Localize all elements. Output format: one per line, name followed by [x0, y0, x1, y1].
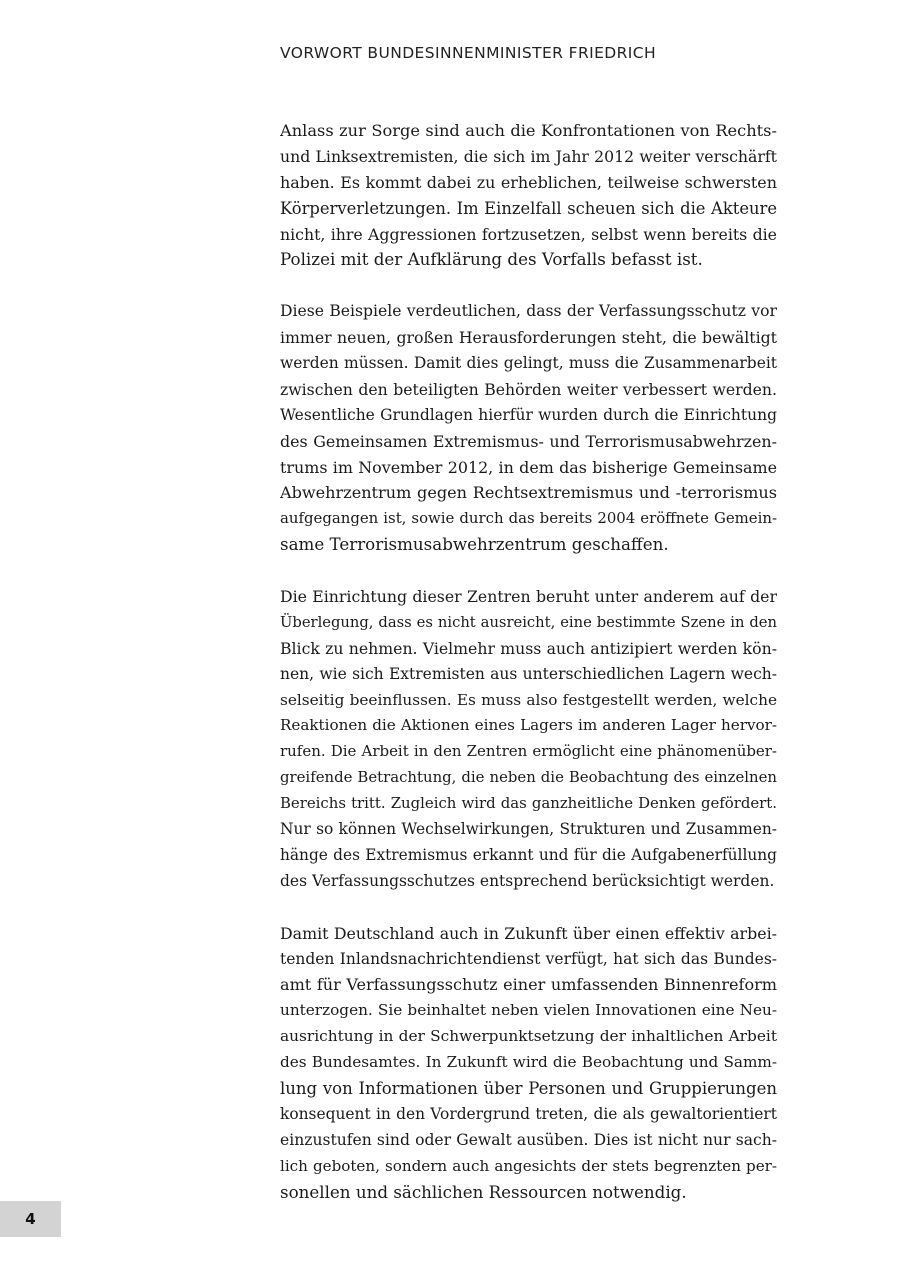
text-line: lung von Informationen über Personen und Gruppierungen [280, 1078, 777, 1098]
text-line: Überlegung, dass es nicht ausreicht, eine bestimmte Szene in den [280, 613, 777, 631]
text-line: zwischen den beteiligten Behörden weiter verbessert werden. [280, 379, 777, 399]
text-line: Reaktionen die Aktionen eines Lagers im anderen Lager hervor- [280, 716, 777, 735]
text-line: nen, wie sich Extremisten aus unterschiedlichen Lagern wech- [280, 664, 777, 683]
text-line: immer neuen, großen Herausforderungen steht, die bewältigt [280, 328, 777, 348]
paragraph-gap [280, 895, 777, 921]
text-line: werden müssen. Damit dies gelingt, muss die Zusammenarbeit [280, 354, 777, 373]
text-line: aufgegangen ist, sowie durch das bereits 2004 eröffnete Gemein- [280, 509, 777, 528]
text-line: Die Einrichtung dieser Zentren beruht unter anderem auf der [280, 587, 777, 607]
text-line: Körperverletzungen. Im Einzelfall scheuen sich die Akteure [280, 198, 777, 218]
text-line: Diese Beispiele verdeutlichen, dass der Verfassungsschutz vor [280, 302, 777, 321]
text-line: des Verfassungsschutzes entsprechend berücksichtigt werden. [280, 871, 775, 890]
text-line: haben. Es kommt dabei zu erheblichen, teilweise schwersten [280, 172, 777, 192]
text-line: same Terrorismusabwehrzentrum geschaffen. [280, 534, 669, 555]
text-line: sonellen und sächlichen Ressourcen notwendig. [280, 1181, 687, 1202]
text-line: Abwehrzentrum gegen Rechtsextremismus und -terrorismus [280, 483, 777, 503]
text-line: konsequent in den Vordergrund treten, die als gewaltorientiert [280, 1104, 777, 1123]
paragraph-gap [280, 273, 777, 299]
text-line: trums im November 2012, in dem das bisherige Gemeinsame [280, 457, 777, 477]
body-text [280, 118, 777, 1205]
page-number: 4 [25, 1210, 36, 1228]
text-line: Anlass zur Sorge sind auch die Konfrontationen von Rechts- [280, 121, 777, 140]
text-line: nicht, ihre Aggressionen fortzusetzen, selbst wenn bereits die [280, 224, 777, 244]
text-line: amt für Verfassungsschutz einer umfassenden Binnenreform [280, 975, 777, 995]
text-line: lich geboten, sondern auch angesichts der stets begrenzten per- [280, 1156, 777, 1175]
page-number-tab [0, 1201, 61, 1237]
text-line: des Gemeinsamen Extremismus- und Terrorismusabwehrzen- [280, 431, 777, 451]
text-line: Damit Deutschland auch in Zukunft über einen effektiv arbei- [280, 923, 777, 943]
text-line: hänge des Extremismus erkannt und für die Aufgabenerfüllung [280, 845, 777, 864]
text-line: rufen. Die Arbeit in den Zentren ermöglicht eine phänomenüber- [280, 742, 777, 761]
text-line: Nur so können Wechselwirkungen, Strukturen und Zusammen- [280, 820, 777, 839]
paragraph-gap [280, 558, 777, 584]
text-line: greifende Betrachtung, die neben die Beobachtung des einzelnen [280, 768, 777, 787]
text-line: Wesentliche Grundlagen hierfür wurden durch die Einrichtung [280, 405, 777, 424]
running-header-title: VORWORT BUNDESINNENMINISTER FRIEDRICH [280, 44, 657, 62]
text-line: selseitig beeinflussen. Es muss also festgestellt werden, welche [280, 690, 777, 709]
text-line: ausrichtung in der Schwerpunktsetzung der inhaltlichen Arbeit [280, 1027, 777, 1046]
text-line: Blick zu nehmen. Vielmehr muss auch antizipiert werden kön- [280, 638, 777, 658]
text-line: tenden Inlandsnachrichtendienst verfügt, hat sich das Bundes- [280, 949, 777, 968]
paragraph-2 [280, 299, 777, 558]
text-line: unterzogen. Sie beinhaltet neben vielen Innovationen eine Neu- [280, 1001, 777, 1020]
paragraph-1 [280, 118, 777, 273]
text-line: des Bundesamtes. In Zukunft wird die Beobachtung und Samm- [280, 1053, 777, 1072]
text-line: und Linksextremisten, die sich im Jahr 2012 weiter verschärft [280, 146, 777, 166]
paragraph-3 [280, 584, 777, 895]
text-line: Polizei mit der Aufklärung des Vorfalls befasst ist. [280, 249, 703, 270]
text-line: Bereichs tritt. Zugleich wird das ganzheitliche Denken gefördert. [280, 794, 777, 813]
paragraph-4 [280, 921, 777, 1206]
text-line: einzustufen sind oder Gewalt ausüben. Dies ist nicht nur sach- [280, 1130, 777, 1149]
